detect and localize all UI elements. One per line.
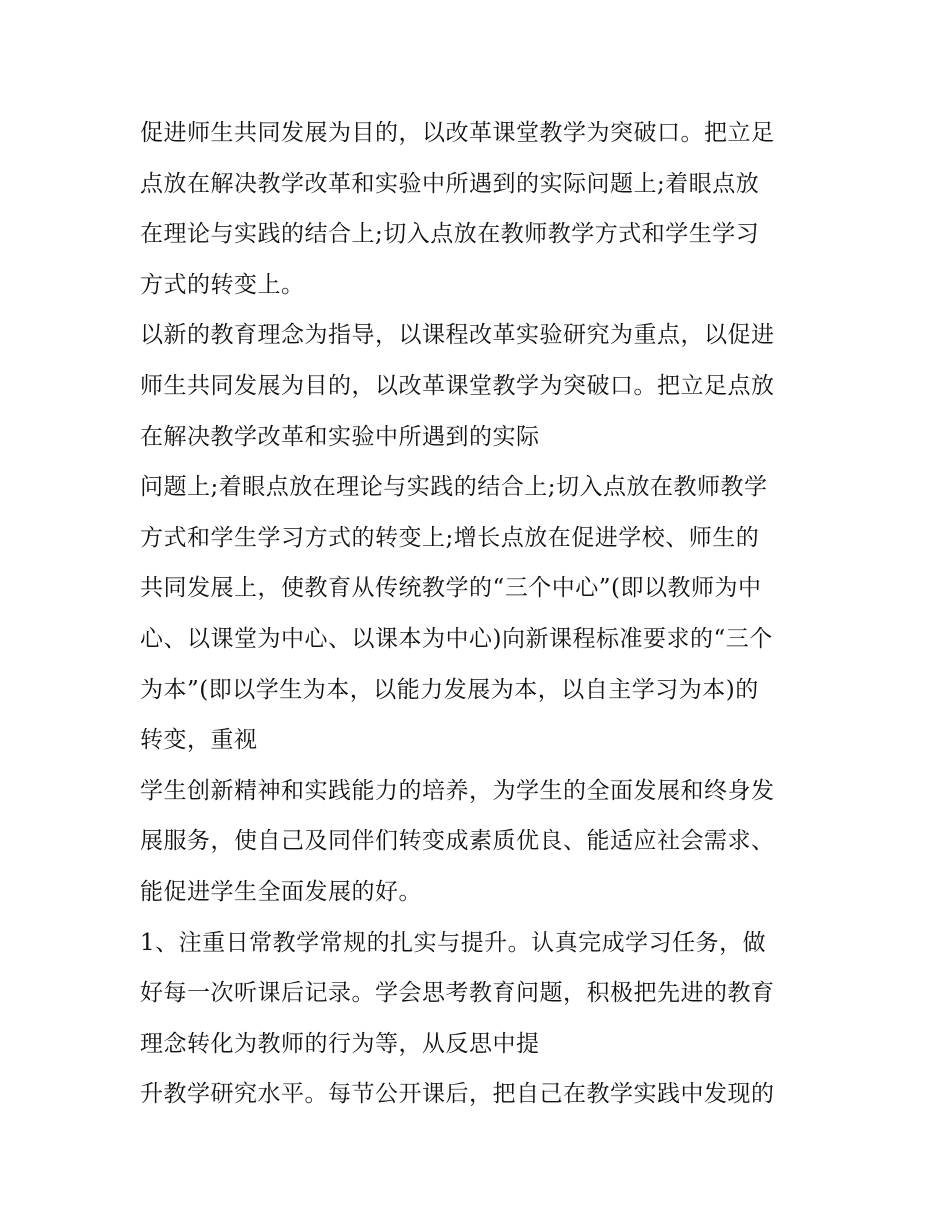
text-line: 方式和学生学习方式的转变上;增长点放在促进学校、师生的 (140, 524, 760, 551)
document-body (140, 108, 820, 1120)
text-line: 展服务，使自己及同伴们转变成素质优良、能适应社会需求、 (140, 828, 775, 855)
text-line: 理念转化为教师的行为等，从反思中提 (140, 1030, 540, 1057)
text-line: 在理论与实践的结合上;切入点放在教师教学方式和学生学习 (140, 221, 760, 248)
text-line: 共同发展上，使教育从传统教学的“三个中心”(即以教师为中 (140, 575, 762, 602)
text-line: 1、注重日常教学常规的扎实与提升。认真完成学习任务，做 (140, 929, 767, 956)
text-line: 以新的教育理念为指导，以课程改革实验研究为重点，以促进 (140, 322, 775, 349)
text-line: 促进师生共同发展为目的，以改革课堂教学为突破口。把立足 (140, 120, 775, 146)
text-line: 转变，重视 (140, 727, 258, 754)
text-line: 在解决教学改革和实验中所遇到的实际 (140, 423, 540, 450)
text-line: 为本”(即以学生为本，以能力发展为本，以自主学习为本)的 (140, 676, 759, 703)
text-line: 能促进学生全面发展的好。 (140, 878, 422, 905)
text-line: 方式的转变上。 (140, 271, 305, 298)
text-line: 心、以课堂为中心、以课本为中心)向新课程标准要求的“三个 (140, 625, 773, 652)
text-line: 点放在解决教学改革和实验中所遇到的实际问题上;着眼点放 (140, 170, 760, 197)
text-line: 好每一次听课后记录。学会思考教育问题，积极把先进的教育 (140, 980, 775, 1007)
text-line: 学生创新精神和实践能力的培养，为学生的全面发展和终身发 (140, 777, 775, 804)
text-line: 师生共同发展为目的，以改革课堂教学为突破口。把立足点放 (140, 372, 775, 399)
text-line: 问题上;着眼点放在理论与实践的结合上;切入点放在教师教学 (140, 474, 768, 501)
text-line: 升教学研究水平。每节公开课后，把自己在教学实践中发现的 (140, 1081, 775, 1108)
